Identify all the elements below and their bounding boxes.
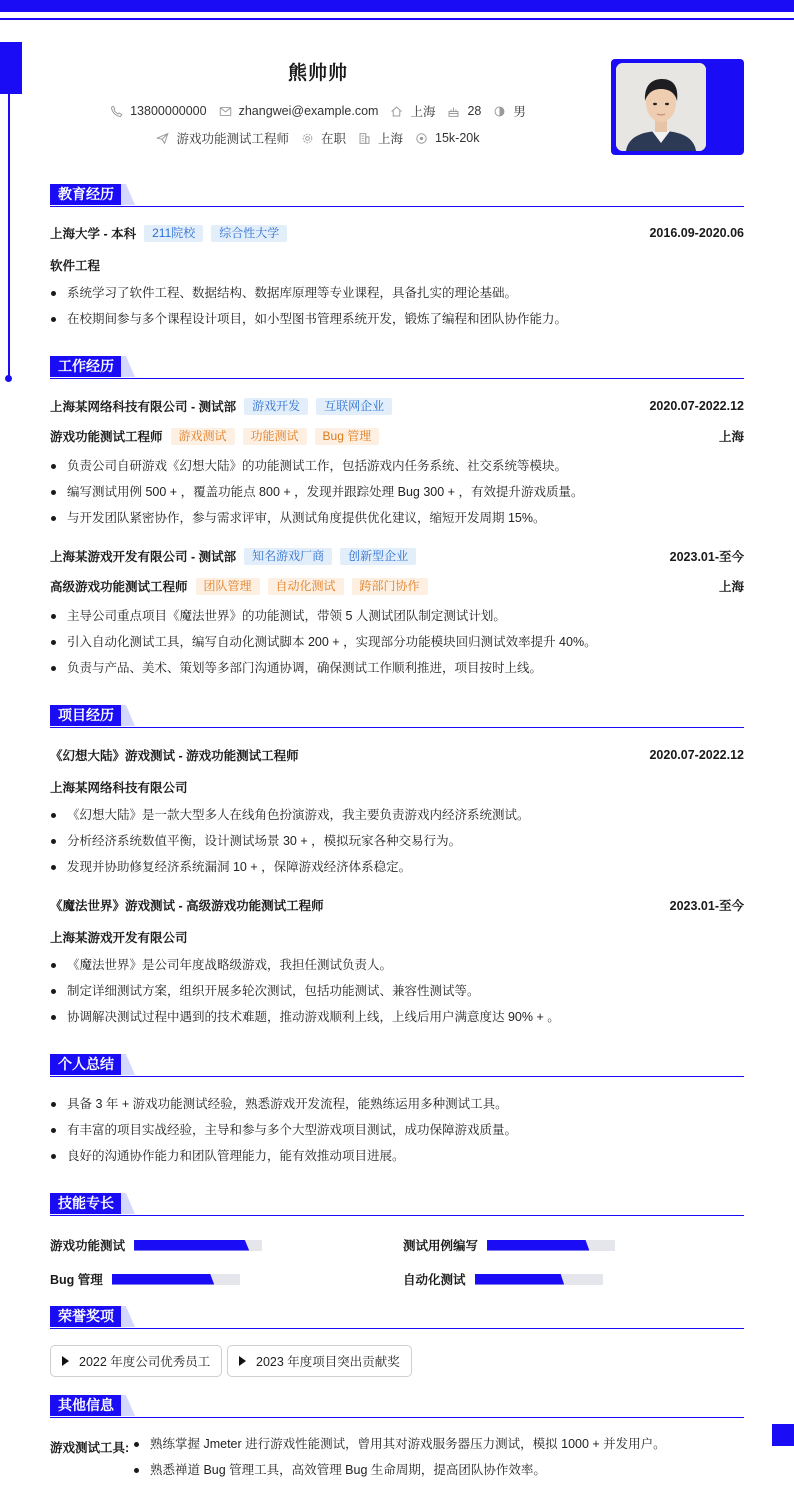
project-title: 《幻想大陆》游戏测试 - 游戏功能测试工程师 (50, 749, 299, 763)
gender-text: 男 (513, 105, 526, 119)
work-city: 上海 (718, 430, 744, 444)
section-title-shade (121, 1054, 135, 1075)
project-title-row (50, 746, 744, 764)
skill-bar-fill (112, 1274, 214, 1285)
skill-bar (475, 1274, 603, 1285)
phone-icon (110, 105, 123, 118)
list-item: 熟练掌握 Jmeter 进行游戏性能测试，曾用其对游戏服务器压力测试，模拟 1000 + 并发用户。 (133, 1438, 753, 1464)
section-title: 项目经历 (50, 705, 122, 726)
profile-photo (616, 63, 706, 151)
company-tag: 知名游戏厂商 (244, 548, 332, 565)
section-title-shade (121, 1306, 135, 1327)
list-item: 与开发团队紧密协作，参与需求评审，从测试角度提供优化建议，缩短开发周期 15%。 (50, 512, 744, 538)
section-rule (50, 206, 744, 207)
age-info (447, 104, 481, 118)
section-projects-header (50, 705, 744, 729)
section-education-header (50, 184, 744, 208)
list-item: 协调解决测试过程中遇到的技术难题，推动游戏顺利上线，上线后用户满意度达 90% + 。 (50, 1011, 744, 1037)
role-tag: 团队管理 (196, 578, 260, 595)
skill-bar-fill (487, 1240, 589, 1251)
skill-name: 自动化测试 (403, 1273, 466, 1287)
role-tag: 自动化测试 (268, 578, 344, 595)
project-bullets (50, 809, 744, 887)
list-item: 熟悉禅道 Bug 管理工具，高效管理 Bug 生命周期，提高团队协作效率。 (133, 1464, 753, 1490)
job-target-info (156, 129, 289, 147)
project-bullets (50, 959, 744, 1037)
home-icon (390, 105, 403, 118)
building-icon (358, 132, 371, 145)
section-rule (50, 1076, 744, 1077)
portrait-image (616, 63, 706, 151)
school-tag: 211院校 (144, 225, 203, 242)
section-title-shade (121, 356, 135, 377)
award-text: 2023 年度项目突出贡献奖 (256, 1355, 400, 1369)
education-row (50, 224, 744, 242)
target-city-info (358, 129, 403, 147)
award-text: 2022 年度公司优秀员工 (79, 1355, 211, 1369)
role-tag: 功能测试 (243, 428, 307, 445)
skill-name: Bug 管理 (50, 1273, 103, 1287)
project-company: 上海某网络科技有限公司 (50, 781, 188, 795)
list-item: 负责公司自研游戏《幻想大陆》的功能测试工作，包括游戏内任务系统、社交系统等模块。 (50, 460, 744, 486)
role-name: 高级游戏功能测试工程师 (50, 580, 188, 594)
skill-bar-fill (475, 1274, 565, 1285)
role-tag: 跨部门协作 (352, 578, 428, 595)
section-title: 工作经历 (50, 356, 122, 377)
list-item: 《幻想大陆》是一款大型多人在线角色扮演游戏，我主要负责游戏内经济系统测试。 (50, 809, 744, 835)
skill-item (50, 1270, 240, 1288)
list-item: 编写测试用例 500 + ，覆盖功能点 800 + ，发现并跟踪处理 Bug 300 + ，有效提升游戏质量。 (50, 486, 744, 512)
list-item: 良好的沟通协作能力和团队管理能力，能有效推动项目进展。 (50, 1150, 744, 1176)
work-company-row (50, 397, 744, 415)
cake-icon (447, 105, 460, 118)
company-name: 上海某游戏开发有限公司 - 测试部 (50, 550, 237, 564)
list-item: 主导公司重点项目《魔法世界》的功能测试，带领 5 人测试团队制定测试计划。 (50, 610, 744, 636)
role-tag: 游戏测试 (171, 428, 235, 445)
list-item: 《魔法世界》是公司年度战略级游戏，我担任测试负责人。 (50, 959, 744, 985)
section-title: 其他信息 (50, 1395, 122, 1416)
status-info (301, 129, 346, 147)
company-tag: 创新型企业 (340, 548, 416, 565)
target-city-text: 上海 (378, 132, 404, 146)
gear-icon (301, 132, 314, 145)
section-rule (50, 378, 744, 379)
paper-plane-icon (156, 132, 169, 145)
top-accent-line (0, 18, 794, 20)
section-rule (50, 727, 744, 728)
section-summary-header (50, 1054, 744, 1078)
work-bullets (50, 460, 744, 538)
work-period: 2023.01-至今 (669, 550, 744, 564)
skill-name: 测试用例编写 (403, 1239, 479, 1253)
section-title: 教育经历 (50, 184, 122, 205)
email-info (219, 104, 379, 118)
work-role-row (50, 577, 744, 595)
school-name: 上海大学 - 本科 (50, 227, 137, 241)
coin-icon (415, 132, 428, 145)
education-period: 2016.09-2020.06 (649, 226, 744, 240)
skill-item (403, 1270, 603, 1288)
summary-bullets (50, 1098, 744, 1176)
work-city: 上海 (718, 580, 744, 594)
award-chip (50, 1345, 222, 1377)
age-text: 28 (467, 104, 482, 118)
section-awards-header (50, 1306, 744, 1330)
project-title: 《魔法世界》游戏测试 - 高级游戏功能测试工程师 (50, 899, 324, 913)
skill-bar (112, 1274, 240, 1285)
section-title: 荣誉奖项 (50, 1306, 122, 1327)
job-intent-row (0, 129, 636, 147)
section-rule (50, 1328, 744, 1329)
skill-name: 游戏功能测试 (50, 1239, 126, 1253)
section-title-shade (121, 1395, 135, 1416)
award-chip (227, 1345, 412, 1377)
project-period: 2023.01-至今 (669, 899, 744, 913)
triangle-right-icon (62, 1356, 69, 1366)
company-tag: 游戏开发 (244, 398, 308, 415)
gender-icon (493, 105, 506, 118)
other-info-list (133, 1438, 753, 1490)
list-item: 发现并协助修复经济系统漏洞 10 + ，保障游戏经济体系稳定。 (50, 861, 744, 887)
list-item: 系统学习了软件工程、数据结构、数据库原理等专业课程，具备扎实的理论基础。 (50, 287, 744, 313)
list-item: 制定详细测试方案，组织开展多轮次测试，包括功能测试、兼容性测试等。 (50, 985, 744, 1011)
resume-name: 熊帅帅 (287, 63, 348, 84)
skill-item (50, 1236, 262, 1254)
work-period: 2020.07-2022.12 (649, 399, 744, 413)
project-title-row (50, 896, 744, 914)
skill-item (403, 1236, 615, 1254)
company-name: 上海某网络科技有限公司 - 测试部 (50, 400, 237, 414)
section-title: 个人总结 (50, 1054, 122, 1075)
skill-bar-fill (134, 1240, 249, 1251)
role-tag: Bug 管理 (315, 428, 380, 445)
right-accent-block (772, 1424, 794, 1446)
left-timeline-dot (5, 375, 12, 382)
phone-info (110, 104, 206, 118)
gender-info (493, 102, 526, 120)
company-tag: 互联网企业 (316, 398, 392, 415)
triangle-right-icon (239, 1356, 246, 1366)
section-title-shade (121, 705, 135, 726)
location-text: 上海 (410, 105, 436, 119)
skill-bar (487, 1240, 615, 1251)
job-target-text: 游戏功能测试工程师 (176, 132, 289, 146)
work-bullets (50, 610, 744, 688)
section-work-header (50, 356, 744, 380)
contact-row (0, 102, 636, 120)
school-tag: 综合性大学 (211, 225, 287, 242)
status-text: 在职 (321, 132, 347, 146)
mail-icon (219, 105, 232, 118)
section-rule (50, 1215, 744, 1216)
section-title: 技能专长 (50, 1193, 122, 1214)
work-company-row (50, 547, 744, 565)
salary-text: 15k-20k (435, 131, 480, 145)
project-period: 2020.07-2022.12 (649, 748, 744, 762)
list-item: 负责与产品、美术、策划等多部门沟通协调，确保测试工作顺利推进，项目按时上线。 (50, 662, 744, 688)
project-company: 上海某游戏开发有限公司 (50, 931, 188, 945)
role-name: 游戏功能测试工程师 (50, 430, 163, 444)
education-bullets (50, 287, 744, 339)
phone-text: 13800000000 (130, 104, 207, 118)
list-item: 引入自动化测试工具，编写自动化测试脚本 200 + ，实现部分功能模块回归测试效率提升 40%。 (50, 636, 744, 662)
section-title-shade (121, 184, 135, 205)
section-title-shade (121, 1193, 135, 1214)
location-info (390, 102, 435, 120)
salary-info (415, 131, 479, 145)
list-item: 在校期间参与多个课程设计项目，如小型图书管理系统开发，锻炼了编程和团队协作能力。 (50, 313, 744, 339)
top-accent-bar (0, 0, 794, 12)
list-item: 具备 3 年 + 游戏功能测试经验，熟悉游戏开发流程，能熟练运用多种测试工具。 (50, 1098, 744, 1124)
work-role-row (50, 427, 744, 445)
section-skills-header (50, 1193, 744, 1217)
skill-bar (134, 1240, 262, 1251)
section-other-header (50, 1395, 744, 1419)
email-text: zhangwei@example.com (238, 104, 379, 118)
other-info-label: 游戏测试工具: (50, 1441, 130, 1455)
list-item: 分析经济系统数值平衡，设计测试场景 30 + ，模拟玩家各种交易行为。 (50, 835, 744, 861)
list-item: 有丰富的项目实战经验，主导和参与多个大型游戏项目测试，成功保障游戏质量。 (50, 1124, 744, 1150)
section-rule (50, 1417, 744, 1418)
education-major: 软件工程 (50, 259, 101, 273)
